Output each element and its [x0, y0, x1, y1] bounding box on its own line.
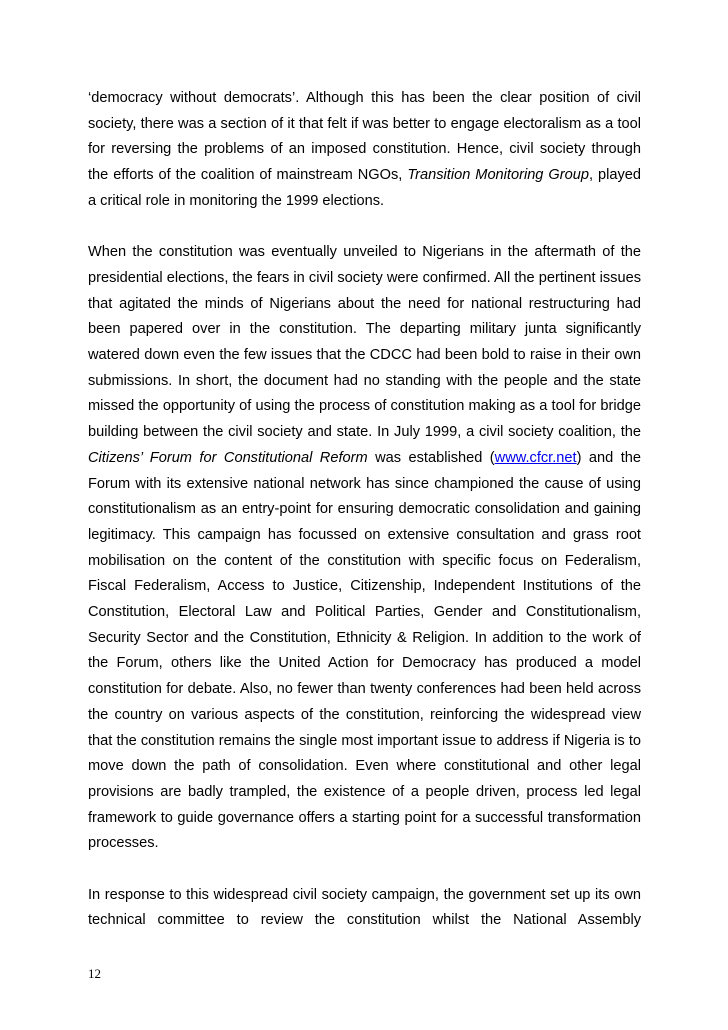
paragraph-3-text: In response to this widespread civil society campaign, the government set up its own technical committee to review the constitution whilst the National Assembly	[88, 886, 641, 929]
paragraph-2-text-c: ) and the Forum with its extensive national network has since championed the cause of using constitutionalism as an entry-point for ensuring democratic consolidation and gaining legitimacy. This campaign has focussed on extensive consultation and grass root mobilisation on the content of the constitution with specific focus on Federalism, Fiscal Federalism, Access to Justice, Citizenship, Independent Institutions of the Constitution, Electoral Law and Political Parties, Gender and Constitutionalism, Security Sector and the Constitution, Ethnicity & Religion. In addition to the work of the Forum, others like the United Action for Democracy has produced a model constitution for debate. Also, no fewer than twenty conferences had been held across the country on various aspects of the constitution, reinforcing the widespread view that the constitution remains the single most important issue to address if Nigeria is to move down the path of consolidation. Even where constitutional and other legal provisions are badly trampled, the existence of a people driven, process led legal framework to guide governance offers a starting point for a successful transformation processes.	[88, 449, 641, 852]
citizens-forum-name: Citizens’ Forum for Constitutional Reform	[88, 449, 368, 466]
page-number: 12	[88, 966, 101, 981]
transition-monitoring-group-name: Transition Monitoring Group	[407, 167, 589, 184]
paragraph-2-text-b: was established (	[367, 449, 495, 466]
paragraph-3	[88, 883, 641, 934]
paragraph-2	[88, 240, 641, 857]
paragraph-1-text-a: ‘democracy without democrats’. Although this has been the clear position of civil society, there was a section of it that felt if was better to engage electoralism as a tool for reversing the problems of an imposed constitution. Hence, civil society through the efforts of the coalition of mainstream NGOs,	[88, 90, 641, 184]
paragraph-1	[88, 86, 641, 215]
paragraph-1-text-b: , played a critical role in monitoring the 1999 elections.	[88, 167, 641, 209]
paragraph-2-text-a: When the constitution was eventually unveiled to Nigerians in the aftermath of the presidential elections, the fears in civil society were confirmed. All the pertinent issues that agitated the minds of Nigerians about the need for national restructuring had been papered over in the constitution. The departing military junta significantly watered down even the few issues that the CDCC had been bold to raise in their own submissions. In short, the document had no standing with the people and the state missed the opportunity of using the process of constitution making as a tool for bridge building between the civil society and state. In July 1999, a civil society coalition, the	[88, 244, 641, 441]
cfcr-website-link[interactable]: www.cfcr.net	[494, 449, 577, 466]
document-body	[88, 86, 641, 960]
